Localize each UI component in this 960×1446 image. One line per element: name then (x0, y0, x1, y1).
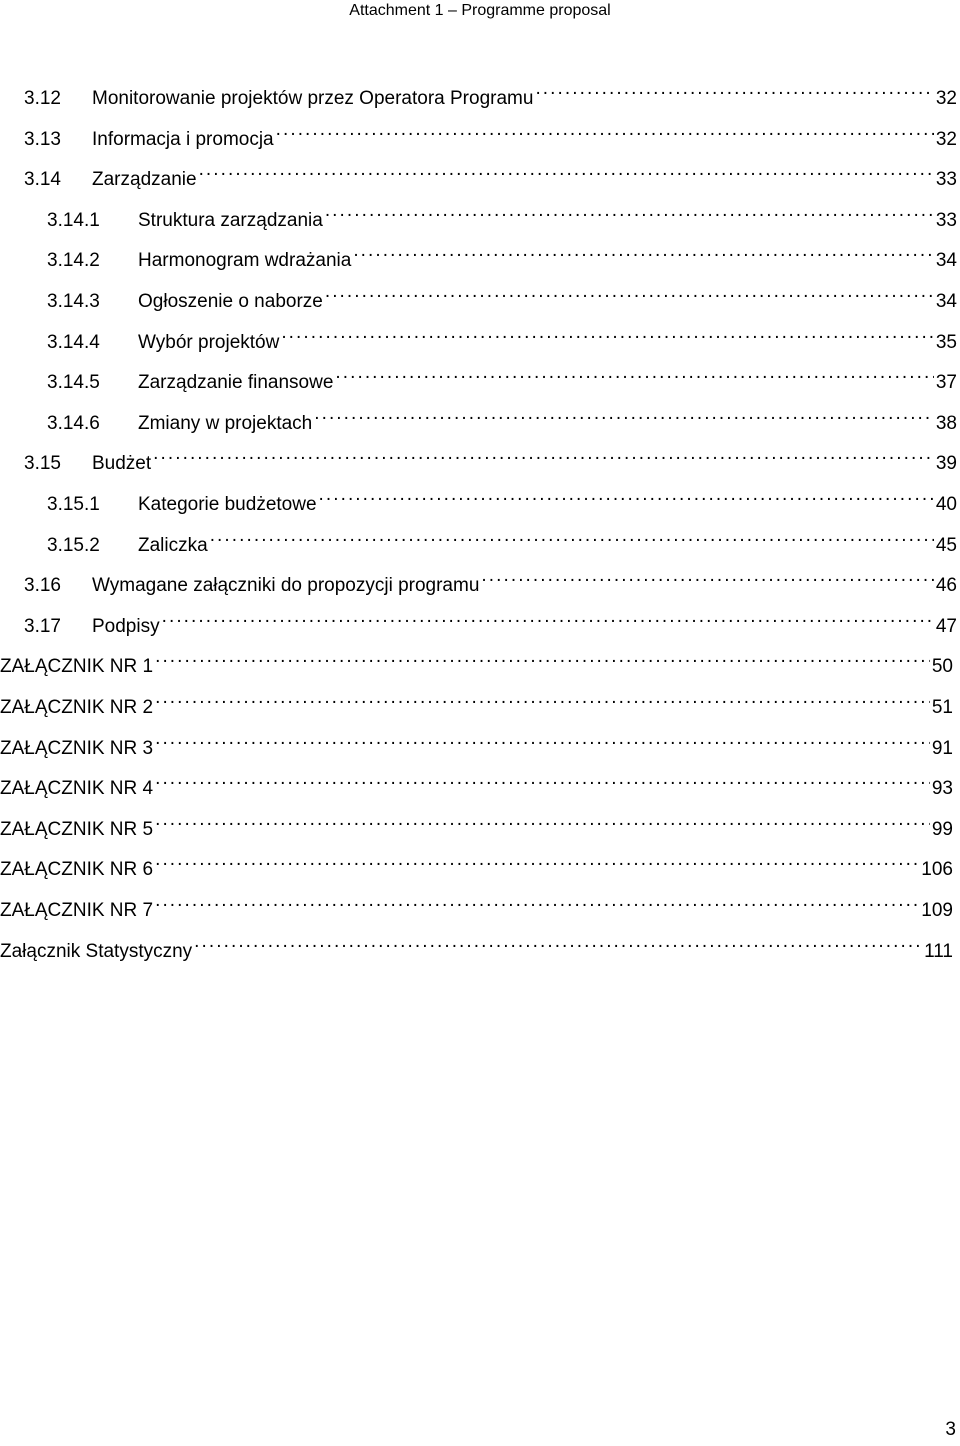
toc-dot-leader (481, 561, 933, 591)
toc-dot-leader (335, 358, 933, 388)
toc-entry-title: Budżet (92, 453, 152, 475)
toc-entry[interactable] (0, 724, 953, 759)
toc-entry-title: Zarządzanie (92, 169, 197, 191)
toc-entry-page: 50 (931, 656, 953, 678)
toc-entry[interactable] (47, 277, 957, 312)
toc-entry-page: 33 (935, 209, 957, 231)
toc-entry-title: Załącznik Statystyczny (0, 940, 193, 962)
page-header (0, 0, 960, 22)
toc-entry-page: 47 (935, 615, 957, 637)
toc-dot-leader (325, 196, 934, 226)
toc-entry-page: 33 (935, 169, 957, 191)
toc-entry[interactable] (47, 399, 957, 434)
toc-entry-title: ZAŁĄCZNIK NR 4 (0, 778, 154, 800)
toc-entry-title: Zarządzanie finansowe (138, 372, 334, 394)
toc-entry-number: 3.15.2 (47, 534, 100, 556)
toc-dot-leader (194, 927, 922, 957)
toc-dot-leader (281, 318, 934, 348)
toc-entry-number: 3.17 (24, 615, 61, 637)
toc-entry-page: 111 (924, 940, 953, 962)
toc-entry[interactable] (24, 439, 957, 475)
toc-dot-leader (353, 236, 934, 266)
toc-entry-page: 37 (935, 372, 957, 394)
toc-dot-leader (199, 155, 934, 185)
toc-entry-title: ZAŁĄCZNIK NR 1 (0, 656, 154, 678)
toc-entry[interactable] (0, 764, 953, 800)
toc-dot-leader (535, 74, 933, 104)
header-title: Attachment 1 – Programme proposal (349, 2, 611, 19)
toc-entry[interactable] (0, 845, 953, 881)
toc-entry-page: 109 (921, 900, 953, 921)
toc-dot-leader (162, 602, 934, 632)
toc-entry[interactable] (47, 480, 957, 515)
toc-entry-number: 3.16 (24, 575, 61, 597)
toc-entry-title: Informacja i promocja (92, 128, 274, 150)
toc-entry[interactable] (47, 236, 957, 272)
toc-entry[interactable] (47, 196, 957, 231)
toc-entry-number: 3.13 (24, 128, 61, 150)
toc-entry-page: 51 (931, 697, 953, 718)
toc-dot-leader (276, 115, 934, 145)
toc-dot-leader (319, 480, 934, 510)
toc-entry-number: 3.14.3 (47, 291, 100, 312)
toc-entry-number: 3.15 (24, 453, 61, 475)
toc-entry[interactable] (24, 561, 957, 597)
toc-entry-title: Struktura zarządzania (138, 209, 323, 231)
toc-entry[interactable] (24, 74, 957, 109)
toc-entry-title: Monitorowanie projektów przez Operatora Programu (92, 88, 534, 109)
toc-dot-leader (155, 683, 930, 713)
toc-entry-page: 40 (935, 494, 957, 515)
toc-dot-leader (155, 805, 930, 835)
toc-entry-page: 39 (935, 453, 957, 475)
toc-entry[interactable] (0, 805, 953, 840)
toc-entry-page: 106 (921, 859, 953, 881)
toc-dot-leader (155, 845, 919, 875)
toc-entry[interactable] (24, 602, 957, 637)
toc-entry-title: Wymagane załączniki do propozycji programu (92, 575, 480, 597)
toc-entry-page: 34 (935, 250, 957, 272)
toc-entry-title: ZAŁĄCZNIK NR 7 (0, 900, 154, 921)
toc-entry-title: ZAŁĄCZNIK NR 5 (0, 818, 154, 840)
toc-entry-page: 38 (935, 412, 957, 434)
toc-entry-title: Zaliczka (138, 534, 208, 556)
toc-entry-title: Kategorie budżetowe (138, 494, 317, 515)
toc-entry-number: 3.14.1 (47, 209, 100, 231)
toc-dot-leader (314, 399, 934, 429)
toc-entry-page: 99 (931, 818, 953, 840)
toc-dot-leader (210, 521, 934, 551)
toc-entry-title: ZAŁĄCZNIK NR 6 (0, 859, 154, 881)
toc-entry[interactable] (47, 318, 957, 353)
toc-entry-page: 32 (935, 88, 957, 109)
toc-entry[interactable] (24, 155, 957, 191)
toc-dot-leader (155, 764, 930, 794)
toc-entry-number: 3.14.2 (47, 250, 100, 272)
page-number: 3 (945, 1419, 956, 1440)
toc-entry-title: Zmiany w projektach (138, 412, 313, 434)
toc-entry-page: 46 (935, 575, 957, 597)
toc-entry-number: 3.12 (24, 88, 61, 109)
toc-entry[interactable] (0, 927, 953, 962)
toc-entry-page: 45 (935, 534, 957, 556)
toc-entry-page: 91 (931, 737, 953, 759)
toc-entry[interactable] (0, 683, 953, 718)
toc-entry-page: 93 (931, 778, 953, 800)
toc-dot-leader (155, 642, 930, 672)
toc-entry[interactable] (47, 521, 957, 556)
toc-entry-number: 3.14.4 (47, 331, 100, 353)
toc-entry-number: 3.14.5 (47, 372, 100, 394)
toc-entry-title: Wybór projektów (138, 331, 280, 353)
toc-entry-number: 3.14 (24, 169, 61, 191)
toc-dot-leader (153, 439, 934, 469)
toc-entry-title: Podpisy (92, 615, 160, 637)
toc-dot-leader (155, 724, 930, 754)
toc-entry-page: 34 (935, 291, 957, 312)
toc-dot-leader (325, 277, 934, 307)
toc-entry-number: 3.15.1 (47, 494, 100, 515)
toc-entry-title: Ogłoszenie o naborze (138, 291, 323, 312)
toc-entry-number: 3.14.6 (47, 412, 100, 434)
toc-entry-title: ZAŁĄCZNIK NR 3 (0, 737, 154, 759)
toc-entry-page: 32 (935, 128, 957, 150)
toc-entry[interactable] (0, 642, 953, 678)
toc-dot-leader (155, 886, 919, 916)
toc-entry-page: 35 (935, 331, 957, 353)
toc-entry[interactable] (47, 358, 957, 394)
toc-entry[interactable] (0, 886, 953, 921)
toc-entry[interactable] (24, 115, 957, 150)
toc-entry-title: ZAŁĄCZNIK NR 2 (0, 697, 154, 718)
toc-entry-title: Harmonogram wdrażania (138, 250, 352, 272)
